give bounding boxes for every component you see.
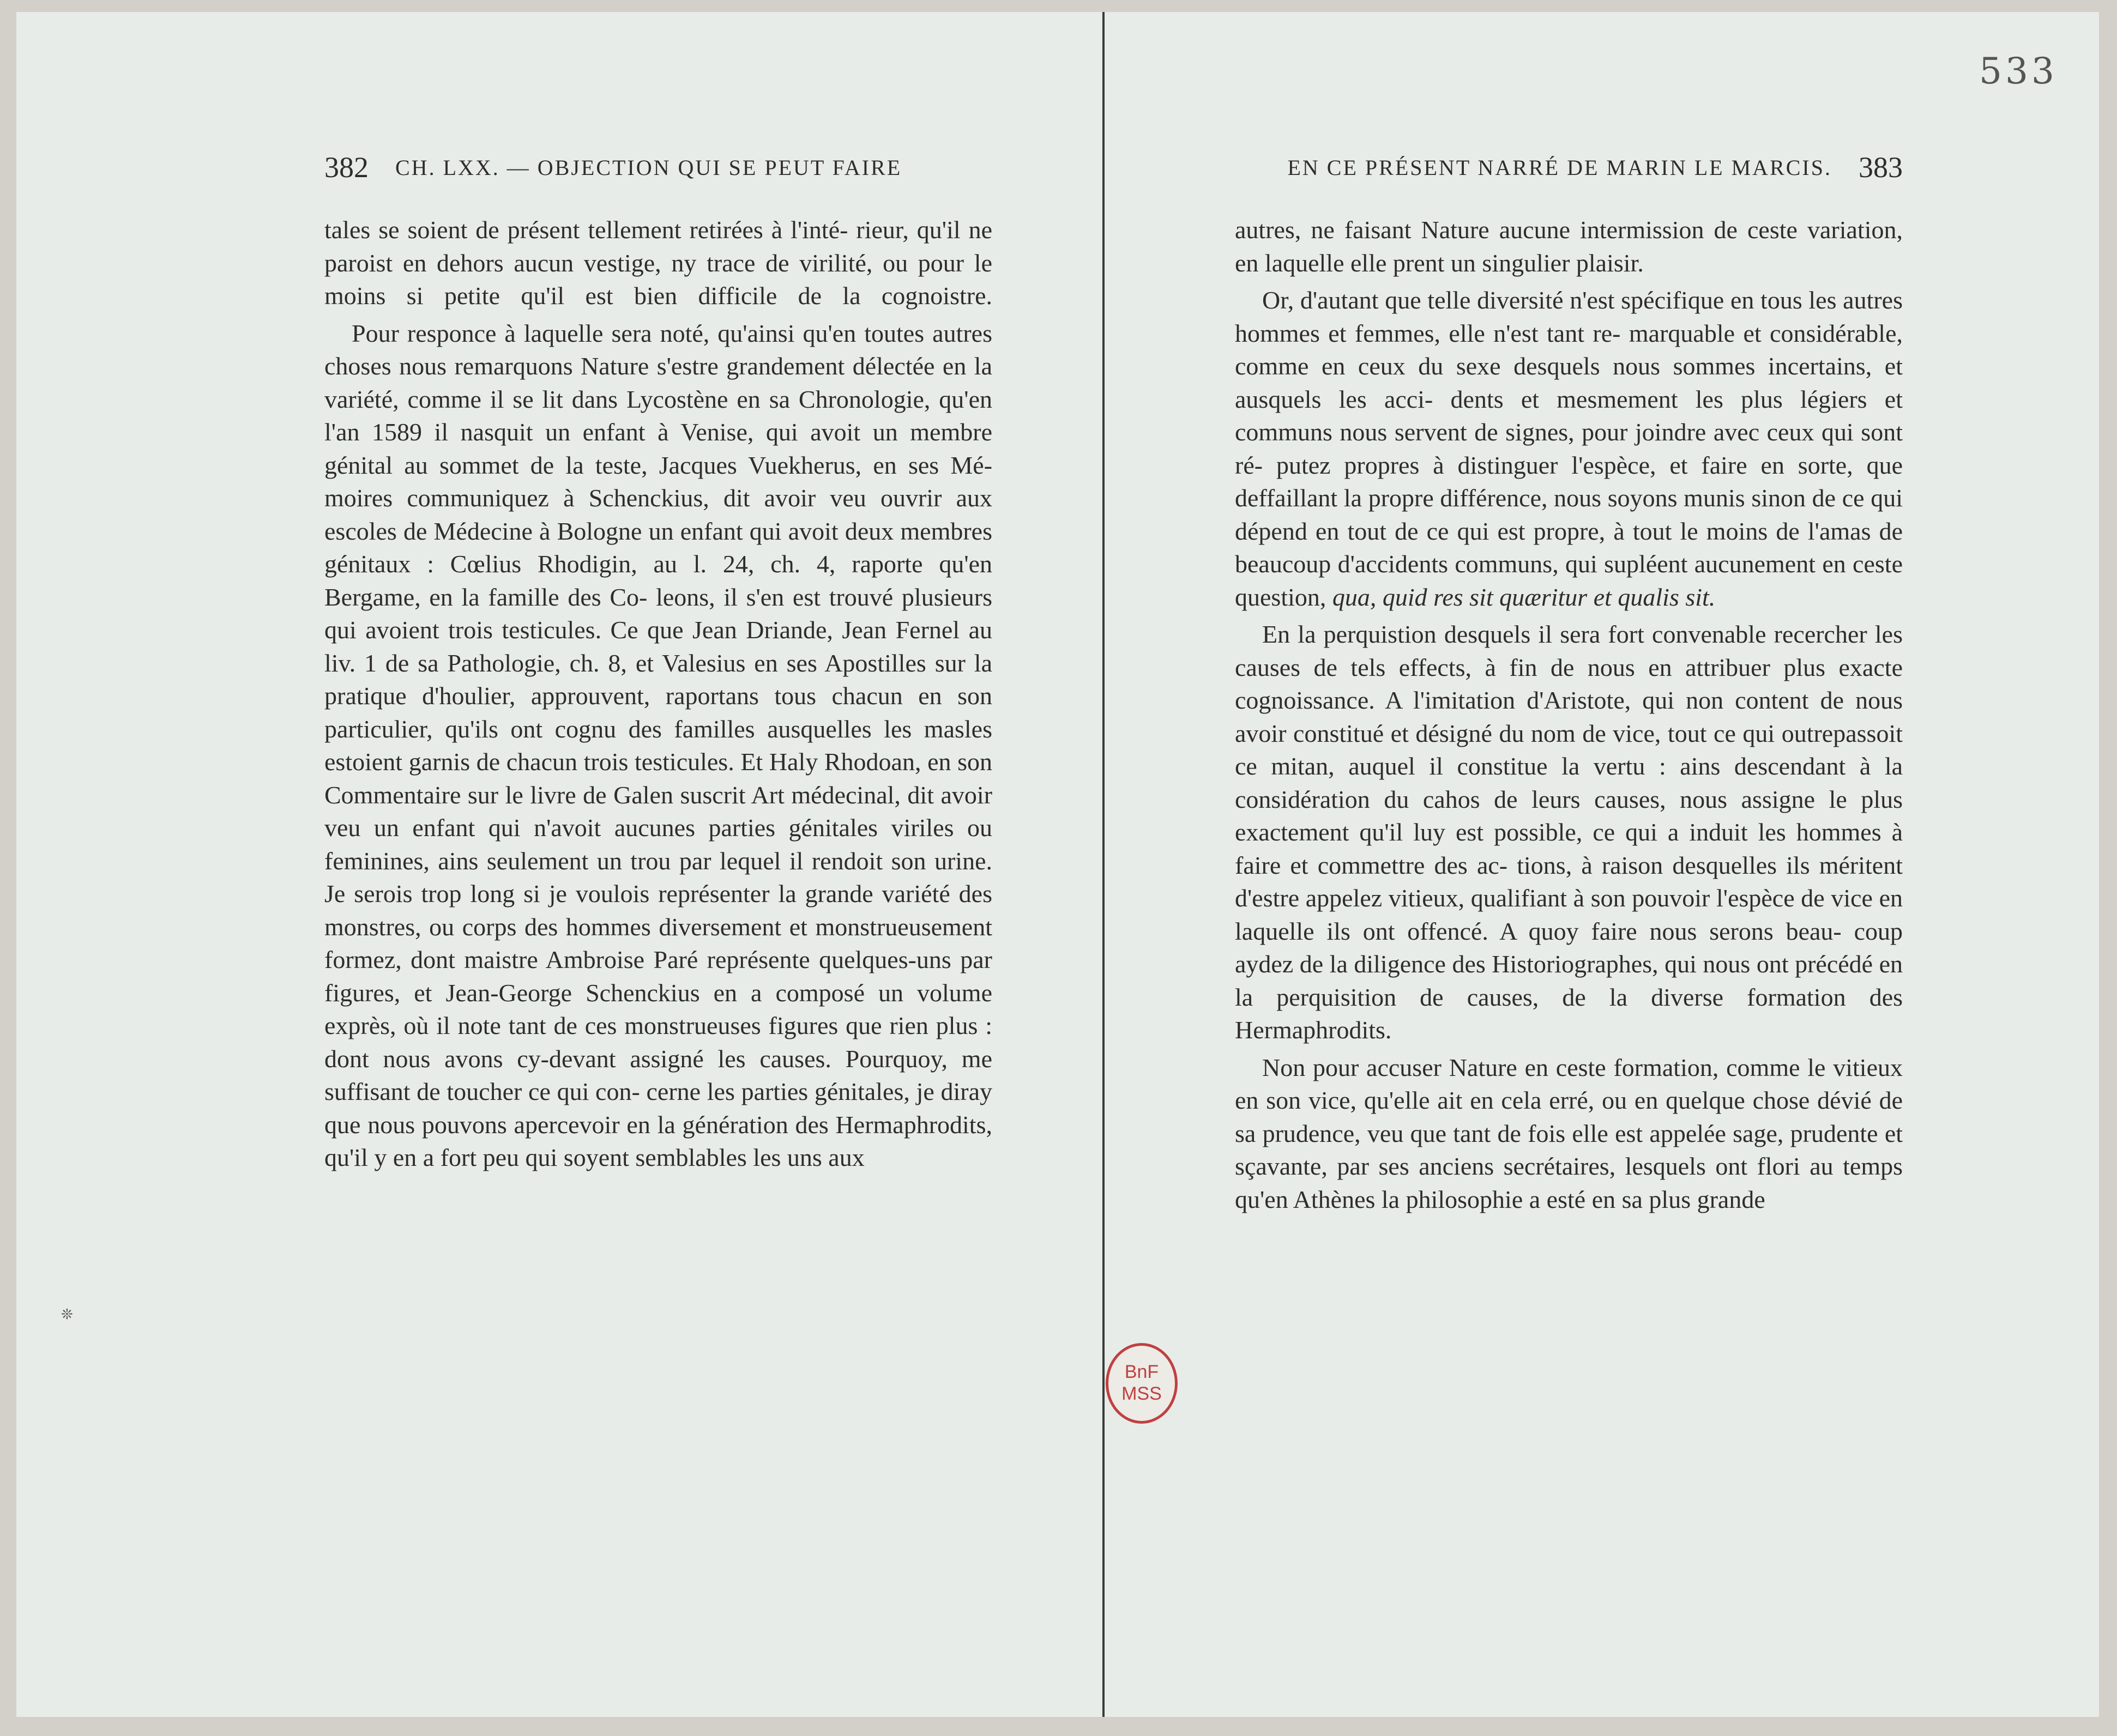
text-line: le vitieux en son vice, qu'elle ait en cela erré, ou en [1235, 1053, 1903, 1114]
text-line: apercevoir en la génération des Hermaphrodits, qu'il [324, 1110, 992, 1171]
latin-phrase: qua, quid res sit quæritur et qualis sit. [1332, 583, 1716, 611]
text-line: désigné du nom de vice, tout ce qui outrepassoit ce [1235, 719, 1903, 780]
text-line: ch. 4, raporte qu'en Bergame, en la famille des Co- [324, 550, 993, 611]
right-paragraph-2 [1235, 284, 1903, 614]
right-paragraph-1 [1235, 214, 1903, 280]
right-text-block [1235, 214, 1903, 1216]
right-running-head [1235, 151, 1903, 193]
text-line: Or, d'autant que telle diversité n'est spécifique en [1262, 286, 1754, 314]
text-line: et Jean-George Schenckius en a composé un volume [414, 978, 992, 1007]
text-line: à la considération du cahos de leurs causes, nous [1235, 752, 1903, 813]
text-line: tous les autres hommes et femmes, elle n'est tant re- [1235, 286, 1903, 347]
text-line: le livre de Galen suscrit Art médecinal, dit avoir veu un [324, 781, 993, 842]
stamp-line-1: BnF [1124, 1362, 1159, 1382]
text-line: diverse formation des Hermaphrodits. [1235, 983, 1903, 1044]
text-line: toutes autres choses nous remarquons Nature s'estre [324, 319, 992, 380]
text-line: moires communiquez à Schenckius, dit avoir veu ouvrir [324, 484, 942, 512]
gutter-line [1102, 12, 1105, 1717]
text-line: qu'en Athènes la philosophie a esté en sa plus grande [1235, 1185, 1765, 1213]
text-line: cerne les parties génitales, je diray que nous pouvons [324, 1078, 992, 1139]
text-line: vitieux, qualifiant à son pouvoir l'espèce de vice en [1388, 884, 1903, 912]
left-running-head [324, 151, 992, 193]
text-line: Lycostène en sa Chronologie, qu'en l'an 1589 il nasquit [324, 385, 993, 446]
left-running-title: CH. LXX. — OBJECTION QUI SE PEUT FAIRE [395, 155, 902, 180]
text-line: testicules. Et Haly Rhodoan, en son Commentaire sur [324, 748, 992, 809]
left-paragraph-1 [324, 214, 992, 313]
text-line: d'Aristote, qui non content de nous avoir constitué et [1235, 686, 1903, 747]
text-line: En la perquistion desquels il sera fort convenable [1262, 620, 1766, 648]
text-line: servent de signes, pour joindre avec ceux qui sont ré- [1235, 418, 1903, 479]
text-line: putez propres à distinguer l'espèce, et faire en sorte, [1276, 451, 1853, 479]
text-line: que rien plus : dont nous avons cy-devant assigné les [324, 1012, 993, 1073]
text-line: coup aydez de la diligence des Historiographes, qui [1235, 917, 1903, 978]
text-line: variation, en laquelle elle prent un singulier plaisir. [1235, 216, 1903, 277]
margin-mark: ❊ [61, 1306, 73, 1322]
text-line: un enfant à Venise, qui avoit un membre génital au [324, 418, 992, 479]
text-line: autres, ne faisant Nature aucune intermission de ceste [1235, 216, 1798, 244]
text-line: son urine. Je serois trop long si je voulois représenter [324, 846, 992, 908]
text-line: feminines, ains seulement un trou par lequel il rendoit [324, 846, 883, 875]
right-page-number: 383 [1859, 151, 1903, 184]
stamp-line-2: MSS [1121, 1383, 1162, 1404]
text-line: fois elle est appelée sage, prudente et sçavante, par [1235, 1119, 1903, 1180]
text-line: bien difficile de la cognoistre. [634, 282, 993, 310]
text-line: leons, il s'en est trouvé plusieurs qui avoient trois [324, 583, 993, 644]
text-line: qui a induit les hommes à faire et commettre des ac- [1235, 818, 1903, 879]
text-line: Non pour accuser Nature en ceste formation, comme [1262, 1053, 1800, 1081]
text-line: à tout le moins de l'amas de beaucoup d'accidents [1235, 517, 1903, 578]
text-line: recercher les causes de tels effects, à fin de nous en [1235, 620, 1903, 681]
folio-number: 533 [1979, 50, 2058, 92]
scanned-sheet [16, 12, 2099, 1717]
right-running-title: EN CE PRÉSENT NARRÉ DE MARIN LE MARCIS. [1287, 155, 1832, 180]
text-line: sur la pratique d'houlier, approuvent, raportans tous [324, 649, 993, 710]
text-line: dents et mesmement les plus légiers et communs nous [1235, 385, 1903, 446]
text-line: tales se soient de présent tellement retirées à l'inté- [324, 216, 848, 244]
left-text-block [324, 214, 992, 1175]
text-line: diversement et monstrueusement formez, dont maistre [324, 912, 992, 973]
text-line: ausquelles les masles estoient garnis de chacun trois [324, 715, 992, 776]
text-line: testicules. Ce que Jean Driande, Jean Fernel au liv. 1 [324, 616, 992, 677]
left-paragraph-2 [324, 317, 992, 1175]
text-line: laquelle ils ont offencé. A quoy faire nous serons beau- [1235, 917, 1842, 945]
text-line: nous ont précédé en la perquisition de causes, de la [1235, 950, 1903, 1011]
text-line: grandement délectée en la variété, comme il se lit dans [324, 352, 992, 413]
text-line: enfant qui n'avoit aucunes parties génitales viriles ou [412, 814, 992, 842]
text-line: ses anciens secrétaires, lesquels ont flori au temps [1378, 1152, 1903, 1180]
text-line: marquable et considérable, comme en ceux du sexe [1235, 319, 1903, 380]
text-line: desquels nous sommes incertains, et ausquels les acci- [1235, 352, 1903, 413]
left-page-number: 382 [324, 151, 369, 184]
text-line: la grande variété des monstres, ou corps des hommes [324, 880, 992, 941]
text-line: exprès, où il note tant de ces monstrueuses figures [324, 1012, 839, 1039]
text-line: aux escoles de Médecine à Bologne un enfant qui avoit [324, 484, 992, 545]
text-line: sommet de la teste, Jacques Vuekherus, en ses Mé- [439, 451, 993, 479]
text-line: causes. Pourquoy, me suffisant de toucher ce qui con- [324, 1044, 992, 1105]
text-line: chacun en son particulier, qu'ils ont cognu des familles [324, 682, 992, 743]
text-line: sinon de ce qui dépend en tout de ce qui est propre, [1235, 484, 1903, 545]
text-line: rieur, qu'il ne paroist en dehors aucun vestige, ny [324, 216, 993, 277]
text-line: deux membres génitaux : Cœlius Rhodigin, au l. 24, [324, 517, 992, 578]
library-stamp [1106, 1343, 1178, 1424]
text-line: mitan, auquel il constitue la vertu : ains descendant [1271, 752, 1846, 780]
text-line: trace de virilité, ou pour le moins si petite qu'il est [324, 249, 993, 310]
right-paragraph-4 [1235, 1051, 1903, 1217]
text-line: Pour responce à laquelle sera noté, qu'ainsi qu'en [352, 319, 857, 347]
text-line: attribuer plus exacte cognoissance. A l'imitation [1235, 653, 1903, 714]
text-line: de sa Pathologie, ch. 8, et Valesius en ses Apostilles [385, 649, 926, 677]
right-paragraph-3 [1235, 618, 1903, 1047]
text-line: quelque chose dévié de sa prudence, veu que tant de [1235, 1086, 1903, 1147]
text-line: communs, qui supléent aucunement en ceste question, [1235, 550, 1903, 611]
text-line: tions, à raison desquelles ils méritent d'estre appelez [1235, 851, 1903, 912]
text-line: Ambroise Paré représente quelques-uns par figures, [324, 946, 992, 1007]
text-line: assigne le plus exactement qu'il luy est possible, ce [1235, 785, 1903, 846]
text-line: y en a fort peu qui soyent semblables les uns aux [374, 1144, 865, 1171]
text-line: que deffaillant la propre différence, nous soyons munis [1235, 451, 1903, 512]
